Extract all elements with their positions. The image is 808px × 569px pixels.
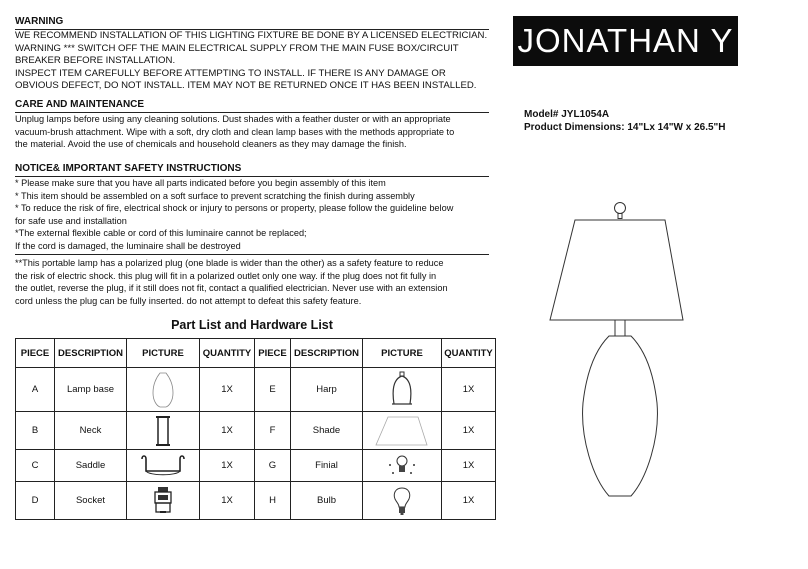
column-header: QUANTITY — [442, 339, 496, 368]
socket-icon — [152, 486, 174, 516]
table-row — [16, 482, 496, 520]
piece-cell: G — [255, 450, 291, 482]
column-header: QUANTITY — [200, 339, 255, 368]
table-header-row — [16, 339, 496, 368]
shade-icon — [372, 414, 432, 448]
picture-cell — [363, 368, 442, 412]
column-header: PICTURE — [363, 339, 442, 368]
saddle-icon — [139, 453, 187, 479]
piece-cell: D — [16, 482, 55, 520]
picture-cell — [127, 482, 200, 520]
column-header: PICTURE — [127, 339, 200, 368]
quantity-cell: 1X — [442, 368, 496, 412]
neck-icon — [153, 415, 173, 447]
picture-cell — [127, 368, 200, 412]
bulb-icon — [391, 486, 413, 516]
description-cell: Saddle — [55, 450, 127, 482]
table-row — [16, 412, 496, 450]
description-cell: Harp — [291, 368, 363, 412]
description-cell: Socket — [55, 482, 127, 520]
piece-cell: E — [255, 368, 291, 412]
description-cell: Lamp base — [55, 368, 127, 412]
model-number: Model# JYL1054A — [524, 109, 610, 120]
picture-cell — [363, 450, 442, 482]
finial-icon — [385, 453, 419, 479]
description-cell: Bulb — [291, 482, 363, 520]
picture-cell — [363, 482, 442, 520]
piece-cell: F — [255, 412, 291, 450]
safety-heading: NOTICE& IMPORTANT SAFETY INSTRUCTIONS — [15, 163, 242, 174]
piece-cell: B — [16, 412, 55, 450]
parts-table — [15, 338, 496, 520]
column-header: DESCRIPTION — [291, 339, 363, 368]
quantity-cell: 1X — [442, 450, 496, 482]
lamp-base-icon — [148, 371, 178, 409]
quantity-cell: 1X — [442, 412, 496, 450]
column-header: PIECE — [255, 339, 291, 368]
parts-title: Part List and Hardware List — [171, 318, 333, 332]
care-text: Unplug lamps before using any cleaning solutions. Dust shades with a feather duster or with an appropriate vacuum-brush attachment. Wipe with a soft, dry cloth and clean lamp bases with the methods appropriate to the material. Avoid the use of chemicals and household cleaners as they may damage the finish. — [15, 114, 455, 149]
column-header: DESCRIPTION — [55, 339, 127, 368]
lamp-illustration — [535, 198, 715, 518]
safety-text: * Please make sure that you have all parts indicated before you begin assembly of this item * This item should be assembled on a soft surface to prevent scratching the finish during assembly * To reduce the risk of fire, electrical shock or injury to persons or property, please follow the guideline below for safe use and installation *The external flexible cable or cord of this luminaire cannot be replaced; If the cord is damaged, the luminaire shall be destroyed — [15, 178, 454, 251]
description-cell: Shade — [291, 412, 363, 450]
divider — [15, 254, 489, 255]
piece-cell: A — [16, 368, 55, 412]
column-header: PIECE — [16, 339, 55, 368]
description-cell: Neck — [55, 412, 127, 450]
care-heading: CARE AND MAINTENANCE — [15, 99, 145, 110]
plug-text: **This portable lamp has a polarized plug (one blade is wider than the other) as a safety feature to reduce the risk of electric shock. this plug will fit in a polarized outlet only one way. if the plug does not fit fully in the outlet, reverse the plug, if it still does not fit, contact a qualified electrician. Never use with an extension cord unless the plug can be fully inserted. do not attempt to defeat this safety feature. — [15, 258, 448, 306]
product-dimensions: Product Dimensions: 14"Lx 14"W x 26.5"H — [524, 122, 726, 133]
harp-icon — [387, 371, 417, 409]
description-cell: Finial — [291, 450, 363, 482]
warning-text: WE RECOMMEND INSTALLATION OF THIS LIGHTING FIXTURE BE DONE BY A LICENSED ELECTRICIAN. WARNING *** SWITCH OFF THE MAIN ELECTRICAL SUPPLY FROM THE MAIN FUSE BOX/CIRCUIT BREAKER BEFORE INSTALLATION. INSPECT ITEM CAREFULLY BEFORE ATTEMPTING TO INSTALL. IF THERE IS ANY DAMAGE OR OBVIOUS DEFECT, DO NOT INSTALL. ITEM MAY NOT BE RETURNED ONCE IT HAS BEEN INSTALLED. — [15, 30, 488, 91]
piece-cell: C — [16, 450, 55, 482]
picture-cell — [127, 412, 200, 450]
picture-cell — [363, 412, 442, 450]
picture-cell — [127, 450, 200, 482]
table-row — [16, 368, 496, 412]
quantity-cell: 1X — [200, 482, 255, 520]
table-row — [16, 450, 496, 482]
quantity-cell: 1X — [442, 482, 496, 520]
brand-logo: JONATHAN Y — [513, 16, 738, 66]
piece-cell: H — [255, 482, 291, 520]
quantity-cell: 1X — [200, 450, 255, 482]
quantity-cell: 1X — [200, 412, 255, 450]
warning-heading: WARNING — [15, 16, 64, 27]
quantity-cell: 1X — [200, 368, 255, 412]
